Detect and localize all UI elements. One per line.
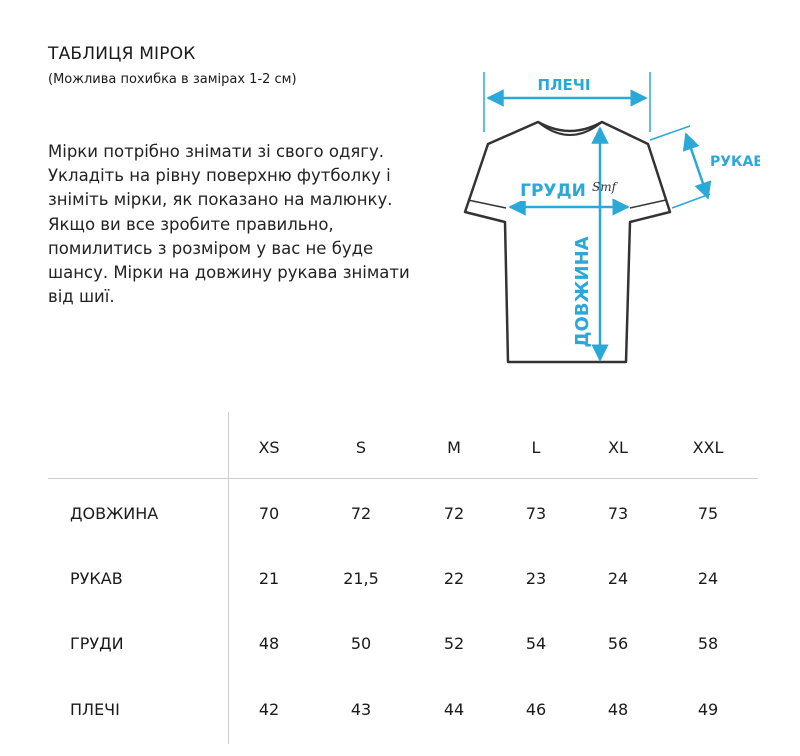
table-cell: 48	[258, 634, 280, 653]
label-shoulders: ПЛЕЧІ	[537, 76, 591, 94]
size-header: XS	[258, 438, 280, 457]
page-subtitle: (Можлива похибка в замірах 1-2 см)	[48, 72, 297, 87]
table-cell: 49	[697, 700, 719, 719]
table-cell: 54	[525, 634, 547, 653]
size-header: XXL	[692, 438, 724, 457]
logo-text: Smf	[592, 180, 617, 194]
table-divider-horizontal	[48, 478, 758, 479]
description-text: Мірки потрібно знімати зі свого одягу. Укладіть на рівну поверхню футболку і зніміть мірки, як показано на малюнку. Якщо ви все зробите правильно, помилитись з розміром у вас не буде шансу. Мірки на довжину рукава знімати від шиї.	[48, 142, 410, 307]
table-cell: 73	[525, 504, 547, 523]
table-cell: 73	[607, 504, 629, 523]
table-cell: 50	[350, 634, 372, 653]
table-cell: 24	[607, 569, 629, 588]
size-header: XL	[608, 438, 628, 457]
row-label-chest: ГРУДИ	[70, 634, 124, 653]
table-cell: 75	[697, 504, 719, 523]
label-length: ДОВЖИНА	[572, 236, 593, 348]
page-title: ТАБЛИЦЯ МІРОК	[48, 44, 196, 64]
row-label-shoulders: ПЛЕЧІ	[70, 700, 120, 719]
table-cell: 42	[258, 700, 280, 719]
size-table	[0, 412, 800, 756]
table-cell: 52	[443, 634, 465, 653]
label-chest: ГРУДИ	[520, 181, 586, 201]
size-header: S	[355, 438, 367, 457]
table-cell: 21,5	[343, 569, 379, 588]
table-cell: 22	[443, 569, 465, 588]
table-cell: 43	[350, 700, 372, 719]
table-cell: 21	[258, 569, 280, 588]
table-cell: 23	[525, 569, 547, 588]
row-label-length: ДОВЖИНА	[70, 504, 159, 523]
table-cell: 24	[697, 569, 719, 588]
sleeve-arrow	[686, 134, 708, 198]
table-cell: 44	[443, 700, 465, 719]
table-cell: 46	[525, 700, 547, 719]
row-label-sleeve: РУКАВ	[70, 569, 123, 588]
size-header: M	[447, 438, 461, 457]
table-cell: 72	[350, 504, 372, 523]
table-cell: 70	[258, 504, 280, 523]
table-cell: 48	[607, 700, 629, 719]
table-cell: 72	[443, 504, 465, 523]
tshirt-diagram	[440, 62, 760, 382]
label-sleeve: РУКАВ	[710, 154, 760, 170]
tshirt-outline	[465, 122, 670, 362]
table-cell: 58	[697, 634, 719, 653]
table-cell: 56	[607, 634, 629, 653]
tshirt-collar	[538, 122, 602, 135]
size-header: L	[531, 438, 541, 457]
